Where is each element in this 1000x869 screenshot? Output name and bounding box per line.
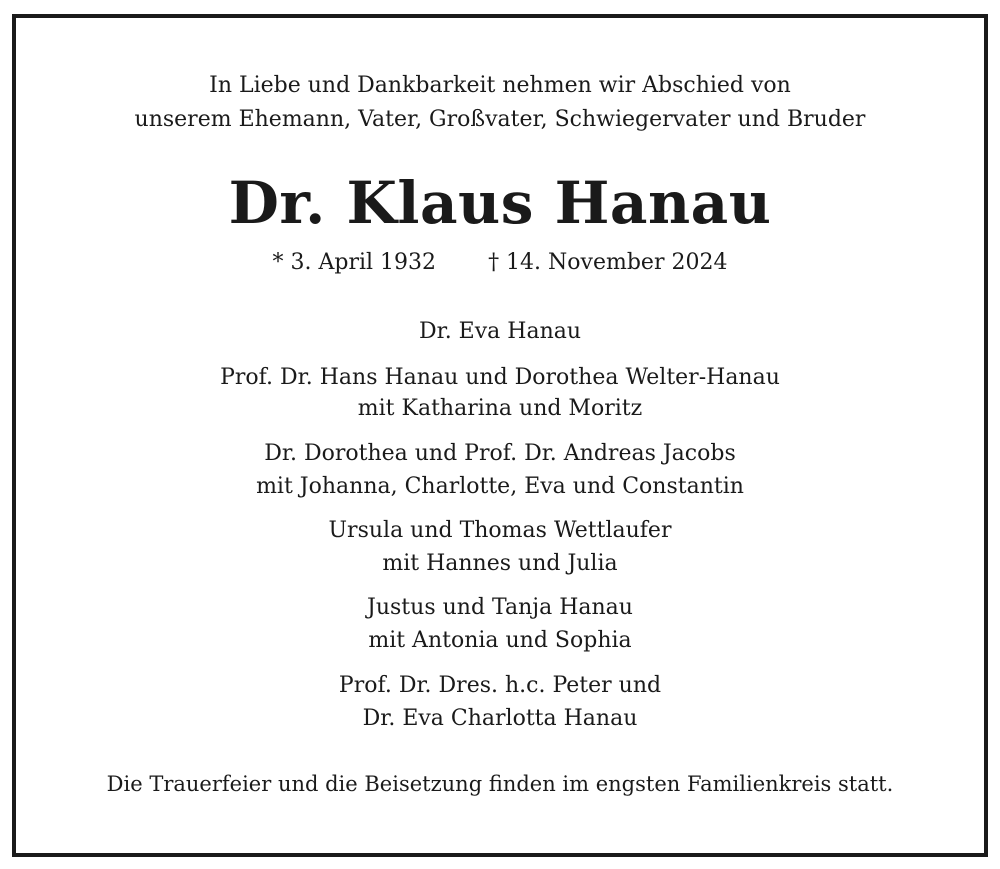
mourner-1-line-1: Dr. Eva Hanau: [418, 319, 582, 344]
mourner-3-line-1: Dr. Dorothea und Prof. Dr. Andreas Jacobs: [264, 441, 736, 466]
life-dates: [0, 248, 1000, 278]
mourner-6-line-2: Dr. Eva Charlotta Hanau: [362, 706, 638, 731]
mourner-6-line-1: Prof. Dr. Dres. h.c. Peter und: [338, 673, 662, 698]
deceased-name: Dr. Klaus Hanau: [228, 169, 772, 237]
death-date: † 14. November 2024: [488, 250, 728, 275]
mourner-4-line-1: Ursula und Thomas Wettlaufer: [328, 518, 672, 543]
mourner-2-line-1: Prof. Dr. Hans Hanau und Dorothea Welter-Hanau: [220, 365, 780, 390]
mourner-4-line-2: mit Hannes und Julia: [382, 551, 618, 576]
mourner-2-line-2: mit Katharina und Moritz: [357, 396, 643, 421]
mourner-5-line-1: Justus und Tanja Hanau: [367, 595, 633, 620]
intro-line-2: unserem Ehemann, Vater, Großvater, Schwiegervater und Bruder: [134, 107, 866, 132]
mourner-5-line-2: mit Antonia und Sophia: [368, 628, 632, 653]
birth-date: * 3. April 1932: [272, 250, 437, 275]
intro-line-1: In Liebe und Dankbarkeit nehmen wir Abschied von: [209, 73, 791, 98]
mourner-3-line-2: mit Johanna, Charlotte, Eva und Constantin: [256, 474, 744, 499]
closing-note: Die Trauerfeier und die Beisetzung finden im engsten Familienkreis statt.: [106, 772, 894, 796]
